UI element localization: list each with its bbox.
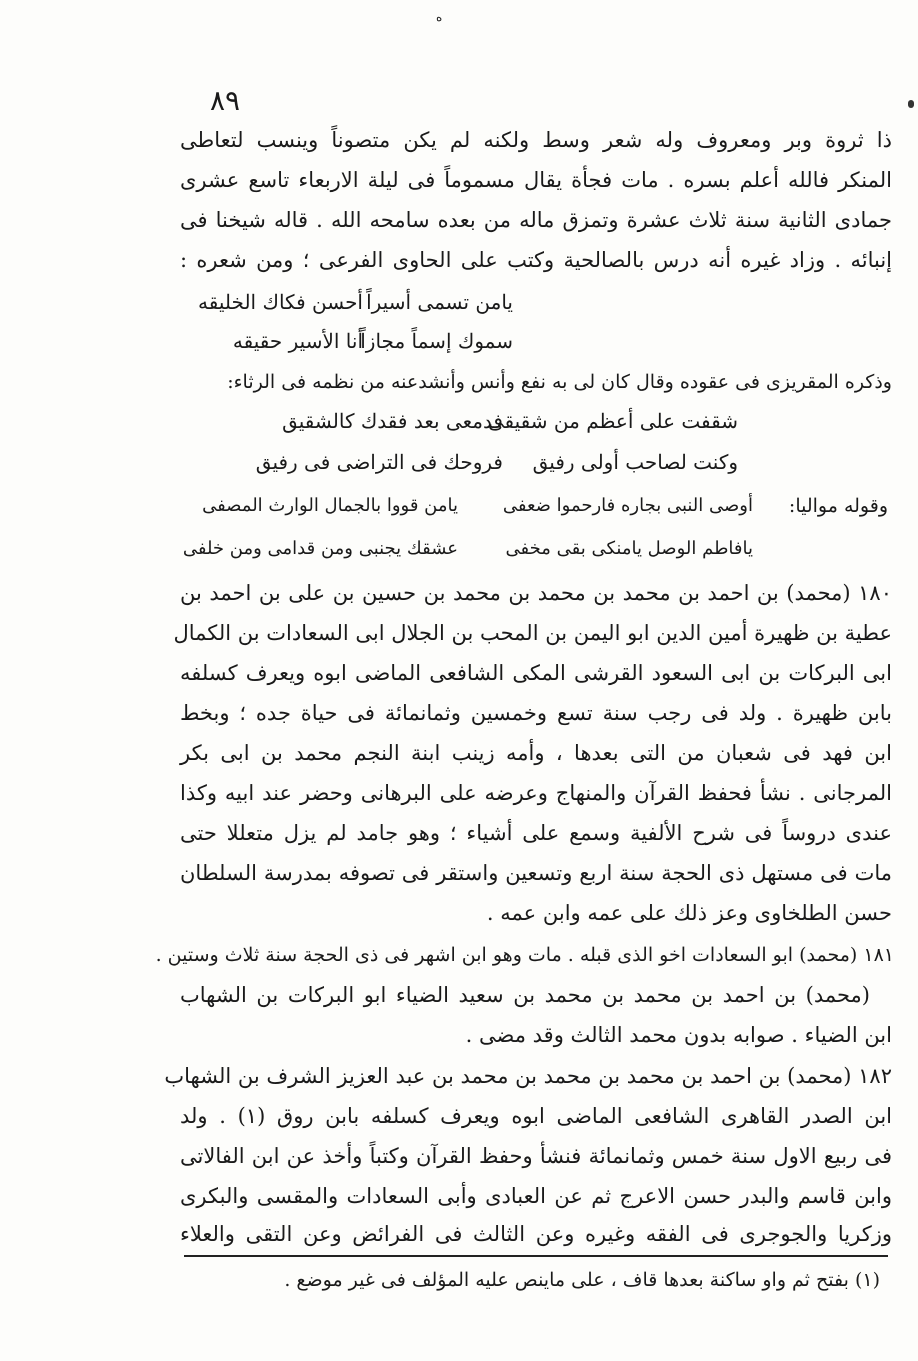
entry-line: مات فى مستهل ذى الحجة سنة اربع وتسعين واستقر فى تصوفه بمدرسة السلطان <box>180 861 892 885</box>
text-line: إنبائه . وزاد غيره أنه درس بالصالحية وكتب على الحاوى الفرعى ؛ ومن شعره : <box>180 248 892 272</box>
text-line: المنكر فالله أعلم بسره . مات فجأة يقال مسموماً فى ليلة الاربعاء تاسع عشرى <box>180 168 892 192</box>
entry-line: ابن الضياء . صوابه بدون محمد الثالث وقد مضى . <box>465 1023 892 1047</box>
verse-hemistich: وكنت لصاحب أولى رفيق <box>532 450 738 474</box>
footnote: (١) بفتح ثم واو ساكنة بعدها قاف ، على ماينص عليه المؤلف فى غير موضع . <box>284 1269 880 1291</box>
edge-ink-mark <box>908 100 914 108</box>
text-line: جمادى الثانية سنة ثلاث عشرة وتمزق ماله من بعده سامحه الله . قاله شيخنا فى <box>180 208 892 232</box>
entry-line: بابن ظهيرة . ولد فى رجب سنة تسع وخمسين وثمانمائة فى حياة جده ؛ وبخط <box>180 701 892 725</box>
page-number: ٨٩ <box>210 84 241 117</box>
verse-hemistich: أحسن فكاك الخليقه <box>198 290 363 314</box>
entry-line: وزكريا والجوجرى فى الفقه وغيره وعن الثالث فى الفرائض وعن التقى والعلاء <box>180 1222 892 1246</box>
verse-hemistich: فدمعى بعد فقدك كالشقيق <box>282 409 503 433</box>
verse-hemistich: أنا الأسير حقيقه <box>232 329 363 353</box>
verse-hemistich: شقفت على أعظم من شقيقى <box>487 409 738 433</box>
entry-line: ١٨٠ (محمد) بن احمد بن محمد بن محمد بن محمد بن حسين بن على بن احمد بن <box>180 581 892 605</box>
entry-line: ابن فهد فى شعبان من التى بعدها ، وأمه زينب ابنة النجم محمد بن ابى بكر <box>180 741 892 765</box>
entry-line: ابى البركات بن ابى السعود القرشى المكى الشافعى الماضى ابوه ويعرف كسلفه <box>180 661 892 685</box>
entry-line: ابن الصدر القاهرى الشافعى الماضى ابوه ويعرف كسلفه بابن روق (١) . ولد <box>180 1104 892 1128</box>
mawaliya-label: وقوله مواليا: <box>788 495 888 517</box>
verse-hemistich: سموك إسماً مجازاً <box>360 329 513 353</box>
footnote-rule <box>184 1255 888 1257</box>
entry-line: فى ربيع الاول سنة خمس وثمانمائة فنشأ وحفظ القرآن وكتباً وأخذ عن ابن الفالاتى <box>180 1144 892 1168</box>
entry-line: وابن قاسم والبدر حسن الاعرج ثم عن العبادى وأبى السعادات والمقسى والبكرى <box>180 1184 892 1208</box>
top-mark: ه <box>436 10 443 24</box>
entry-line: حسن الطلخاوى وعز ذلك على عمه وابن عمه . <box>486 901 892 925</box>
text-line: وذكره المقريزى فى عقوده وقال كان لى به نفع وأنس وأنشدعنه من نظمه فى الرثاء: <box>227 371 892 393</box>
entry-line: عندى دروساً فى شرح الألفية وسمع على أشياء ؛ وهو جامد لم يزل متعللا حتى <box>180 821 892 845</box>
verse-hemistich: فروحك فى التراضى فى رفيق <box>255 450 503 474</box>
verse-hemistich: يامن تسمى أسيراً <box>366 290 513 314</box>
entry-line: المرجانى . نشأ فحفظ القرآن والمنهاج وعرضه على البرهانى وحضر عند ابيه وكذا <box>180 781 892 805</box>
verse-hemistich: يافاطم الوصل يامنكى بقى مخفى <box>505 538 753 559</box>
entry-line: ١٨١ (محمد) ابو السعادات اخو الذى قبله . مات وهو ابن اشهر فى ذى الحجة سنة ثلاث وستين . <box>155 944 894 966</box>
text-line: ذا ثروة وبر ومعروف وله شعر وسط ولكنه لم يكن متصوناً وينسب لتعاطى <box>180 128 892 152</box>
entry-line: (محمد) بن احمد بن محمد بن محمد بن سعيد الضياء ابو البركات بن الشهاب <box>180 983 870 1007</box>
verse-hemistich: عشقك يجنبى ومن قدامى ومن خلفى <box>182 538 458 559</box>
verse-hemistich: أوصى النبى بجاره فارحموا ضعفى <box>502 495 753 516</box>
entry-line: عطية بن ظهيرة أمين الدين ابو اليمن بن المحب بن الجلال ابى السعادات بن الكمال <box>173 621 892 645</box>
entry-line: ١٨٢ (محمد) بن احمد بن محمد بن محمد بن محمد بن عبد العزيز الشرف بن الشهاب <box>164 1064 892 1088</box>
verse-hemistich: يامن قووا بالجمال الوارث المصفى <box>202 495 458 516</box>
